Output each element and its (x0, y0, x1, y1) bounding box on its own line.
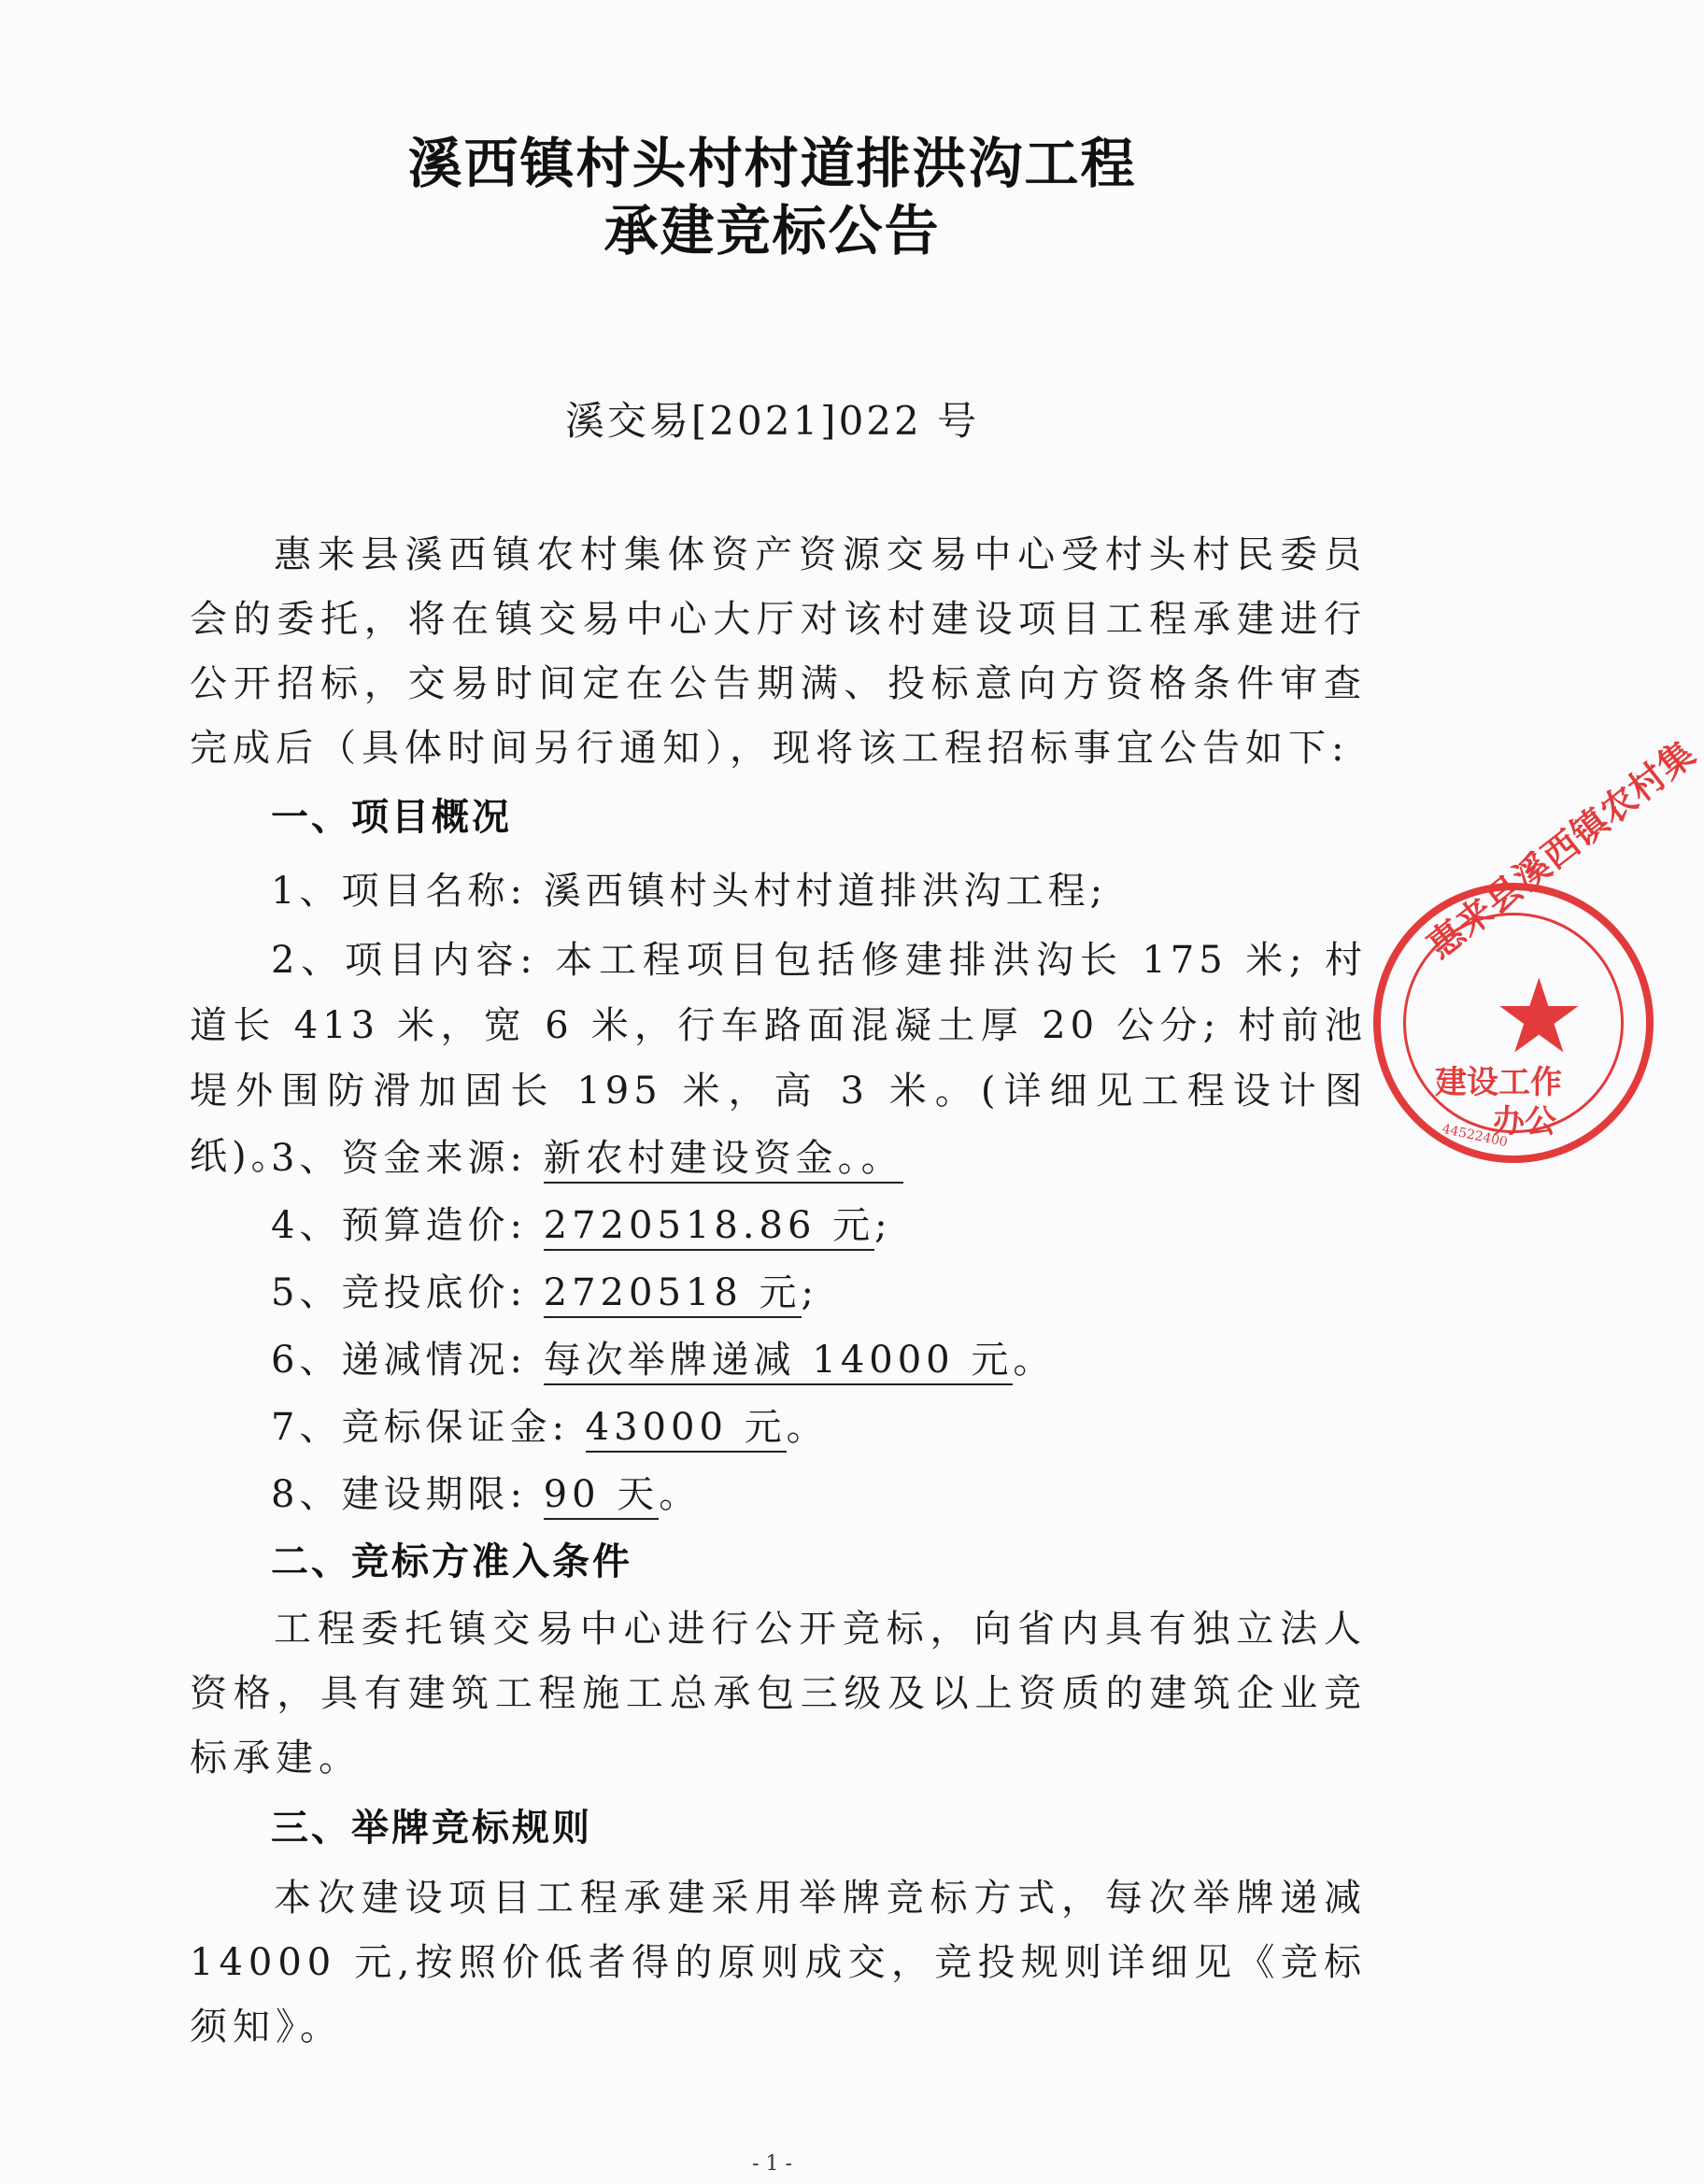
item-8-suffix: 。 (659, 1473, 702, 1516)
item-4 (271, 1196, 892, 1249)
section-1-heading: 一、项目概况 (271, 796, 512, 839)
official-seal (1373, 731, 1704, 1163)
document-number: 溪交易[2021]022 号 (564, 398, 980, 444)
item-3-value: 新农村建设资金。。 (544, 1137, 903, 1184)
title-line-1: 溪西镇村头村村道排洪沟工程 (407, 132, 1137, 195)
item-6-value: 每次举牌递减 14000 元 (544, 1339, 1014, 1385)
item-1-value: 溪西镇村头村村道排洪沟工程; (543, 870, 1108, 913)
item-6 (271, 1330, 1055, 1383)
seal-text-line-2: 办公 (1493, 1103, 1556, 1141)
item-4-label: 4、预算造价: (271, 1204, 527, 1247)
item-7-value: 43000 元 (586, 1406, 787, 1453)
item-4-suffix: ; (874, 1204, 892, 1247)
item-3 (271, 1128, 903, 1182)
item-7-suffix: 。 (786, 1406, 829, 1449)
seal-code: 44522400 (1441, 1121, 1510, 1151)
item-5-label: 5、竞投底价: (271, 1271, 527, 1314)
intro-paragraph: 惠来县溪西镇农村集体资产资源交易中心受村头村民委员会的委托，将在镇交易中心大厅对该村建设项目工程承建进行公开招标，交易时间定在公告期满、投标意向方资格条件审查完成后（具体时间另行通知），现将该工程招标事宜公告如下: (190, 533, 1367, 770)
item-6-label: 6、递减情况: (271, 1339, 527, 1382)
item-1-label: 1、项目名称: (271, 870, 527, 913)
item-7-label: 7、竞标保证金: (271, 1406, 569, 1449)
item-5-suffix: ; (801, 1271, 818, 1314)
item-3-label: 3、资金来源: (271, 1137, 527, 1180)
seal-star-icon: ★ (1493, 957, 1585, 1076)
item-2: 2、项目内容: 本工程项目包括修建排洪沟长 175 米; 村道长 413 米，宽 6 米，行车路面混凝土厚 20 公分; 村前池堤外围防滑加固长 195 米，高 3 米。(详细见工程设计图纸)。 (190, 939, 1367, 1178)
title-line-2: 承建竞标公告 (604, 199, 941, 262)
page-number: - 1 - (752, 2152, 792, 2176)
item-5-value: 2720518 元 (544, 1271, 802, 1318)
seal-arc-text: 惠来县溪西镇农村集 (1419, 731, 1704, 967)
item-8-label: 8、建设期限: (271, 1473, 527, 1516)
section-3-body: 本次建设项目工程承建采用举牌竞标方式，每次举牌递减 14000 元,按照价低者得的原则成交，竞投规则详细见《竞标须知》。 (190, 1877, 1367, 2049)
item-8-value: 90 天 (544, 1473, 660, 1520)
item-1 (271, 861, 1107, 915)
section-2-body: 工程委托镇交易中心进行公开竞标，向省内具有独立法人资格，具有建筑工程施工总承包三级及以上资质的建筑企业竞标承建。 (190, 1608, 1367, 1780)
item-4-value: 2720518.86 元 (544, 1204, 874, 1251)
section-2-heading: 二、竞标方准入条件 (271, 1540, 632, 1583)
section-3-heading: 三、举牌竞标规则 (271, 1807, 592, 1850)
item-7 (271, 1397, 829, 1451)
item-8 (271, 1465, 701, 1518)
seal-text-line-1: 建设工作 (1435, 1064, 1562, 1101)
item-5 (271, 1263, 818, 1316)
item-6-suffix: 。 (1013, 1339, 1056, 1382)
